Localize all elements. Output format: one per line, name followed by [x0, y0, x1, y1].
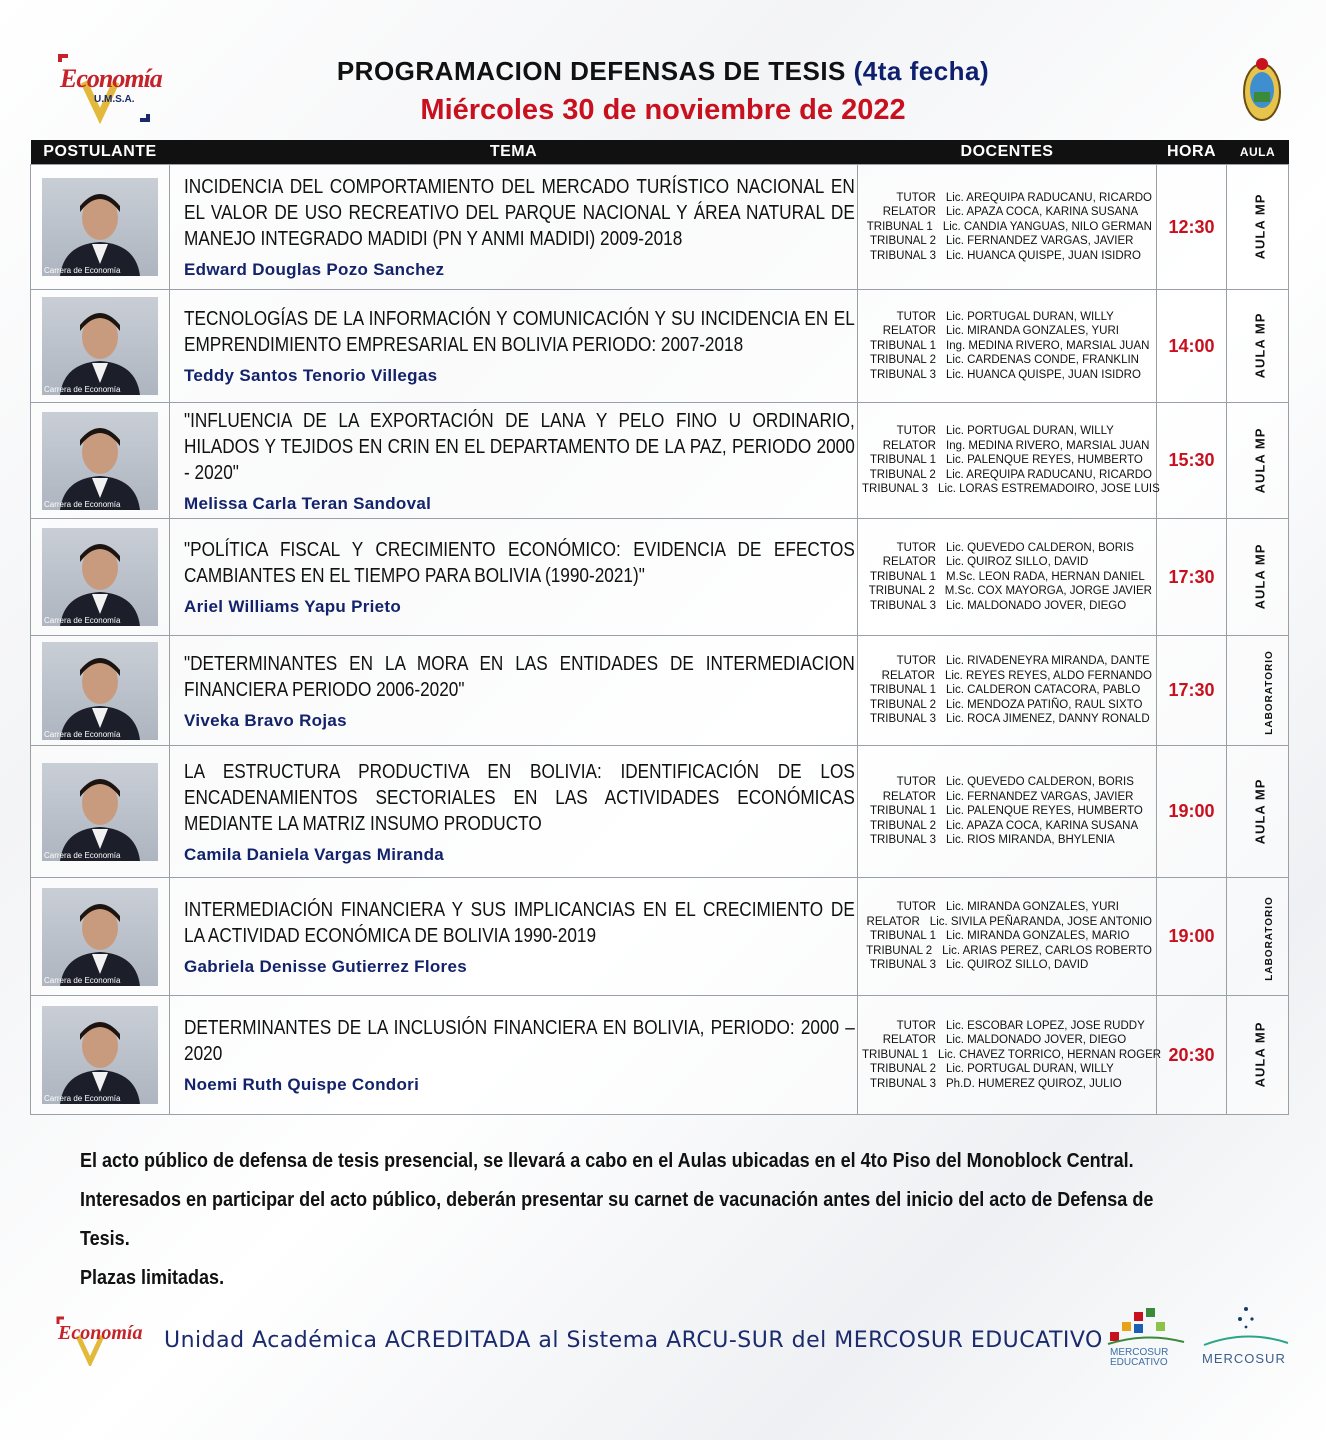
aula-cell [1227, 519, 1289, 636]
docentes-cell [858, 519, 1157, 636]
tema-cell [170, 878, 858, 996]
avatar [42, 1006, 158, 1104]
docente-role: TUTOR [896, 425, 936, 438]
docente-role: TUTOR [896, 191, 936, 204]
docente-role: RELATOR [882, 790, 936, 803]
docente-role: TRIBUNAL 2 [868, 585, 935, 598]
aula-label: LABORATORIO [1263, 649, 1275, 735]
thesis-topic: "POLÍTICA FISCAL Y CRECIMIENTO ECONÓMICO: EVIDENCIA DE EFECTOS CAMBIANTES EN EL TIEMPO PARA BOLIVIA (1990-2021)" [184, 539, 855, 587]
thesis-topic: "DETERMINANTES EN LA MORA EN LAS ENTIDADES DE INTERMEDIACION FINANCIERA PERIODO 2006-2020" [184, 652, 855, 701]
docente-entry [862, 310, 1152, 325]
table-row [31, 636, 1289, 746]
docente-role: TRIBUNAL 1 [869, 570, 936, 583]
mercosur-label: MERCOSUR [1202, 1351, 1286, 1366]
docente-entry [862, 234, 1152, 249]
docente-entry [862, 900, 1152, 915]
docente-role: TUTOR [896, 776, 936, 789]
hora-cell: 15:30 [1157, 403, 1227, 519]
docente-name: Lic. QUIROZ SILLO, DAVID [946, 556, 1089, 569]
postulante-cell [31, 290, 170, 403]
person-photo-icon [42, 528, 158, 626]
aula-cell [1227, 746, 1289, 878]
thesis-topic: TECNOLOGÍAS DE LA INFORMACIÓN Y COMUNICACIÓN Y SU INCIDENCIA EN EL EMPRENDIMIENTO EMPRESARIAL EN BOLIVIA PERIODO: 2007-2018 [184, 308, 855, 356]
avatar [42, 528, 158, 626]
thesis-topic: LA ESTRUCTURA PRODUCTIVA EN BOLIVIA: IDENTIFICACIÓN DE LOS ENCADENAMIENTOS SECTORIALES EN LAS ACTIVIDADES ECONÓMICAS MEDIANTE LA MATRIZ INSUMO PRODUCTO [184, 760, 855, 835]
postulante-name: Gabriela Denisse Gutierrez Flores [184, 956, 467, 976]
postulante-cell [31, 996, 170, 1115]
hora-cell: 14:00 [1157, 290, 1227, 403]
docente-name: Ph.D. HUMEREZ QUIROZ, JULIO [946, 1077, 1122, 1090]
docente-role: TRIBUNAL 2 [866, 944, 933, 957]
docentes-cell [858, 290, 1157, 403]
docente-name: Lic. RIVADENEYRA MIRANDA, DANTE [946, 655, 1150, 668]
docentes-cell [858, 403, 1160, 519]
docente-entry [862, 819, 1152, 834]
avatar [42, 412, 158, 510]
docente-role: RELATOR [882, 1034, 936, 1047]
tema-cell [170, 996, 858, 1115]
docente-entry [862, 339, 1152, 354]
photo-caption: Carrera de Economía [44, 850, 121, 860]
aula-label: AULA MP [1252, 427, 1268, 493]
docente-role: TRIBUNAL 3 [869, 599, 936, 612]
docente-name: Lic. APAZA COCA, KARINA SUSANA [946, 819, 1139, 832]
aula-cell [1227, 636, 1289, 746]
docente-name: Lic. CALDERON CATACORA, PABLO [946, 684, 1141, 697]
postulante-cell [31, 403, 170, 519]
docente-name: Lic. PALENQUE REYES, HUMBERTO [946, 805, 1143, 818]
aula-cell [1227, 878, 1289, 996]
tema-cell [170, 519, 858, 636]
aula-label: AULA MP [1252, 543, 1268, 610]
schedule-table [30, 140, 1289, 1115]
postulante-name: Melissa Carla Teran Sandoval [184, 493, 432, 513]
docente-role: TRIBUNAL 2 [869, 819, 936, 832]
docentes-cell [858, 746, 1157, 878]
docente-name: Lic. PORTUGAL DURAN, WILLY [946, 425, 1114, 438]
docente-role: TRIBUNAL 3 [869, 959, 936, 972]
docente-entry [862, 698, 1152, 713]
person-photo-icon [42, 642, 158, 740]
postulante-name: Teddy Santos Tenorio Villegas [184, 366, 438, 385]
person-photo-icon [42, 888, 158, 986]
table-row [31, 519, 1289, 636]
docente-entry [862, 1077, 1152, 1092]
title-suffix: (4ta fecha) [853, 56, 990, 86]
aula-cell [1227, 165, 1289, 290]
col-header-docentes: DOCENTES [858, 140, 1157, 165]
postulante-name: Ariel Williams Yapu Prieto [184, 597, 402, 616]
docente-entry [862, 775, 1152, 790]
table-row [31, 878, 1289, 996]
docente-name: Lic. ARIAS PEREZ, CARLOS ROBERTO [942, 944, 1152, 957]
hora-cell: 17:30 [1157, 519, 1227, 636]
note-line: El acto público de defensa de tesis presencial, se llevará a cabo en el Aulas ubicadas en el 4to Piso del Monoblock Central. [80, 1150, 1134, 1172]
docente-entry [862, 1062, 1152, 1077]
docente-role: TRIBUNAL 2 [869, 354, 936, 367]
docente-entry [862, 1048, 1162, 1063]
photo-caption: Carrera de Economía [44, 266, 121, 275]
page-title [0, 56, 1326, 87]
docente-entry [862, 570, 1152, 585]
logo-wordmark: Economía [60, 64, 162, 93]
avatar [42, 297, 158, 395]
docentes-cell [858, 165, 1157, 290]
docente-role: RELATOR [882, 206, 936, 219]
avatar [42, 178, 158, 276]
docente-role: TRIBUNAL 3 [869, 834, 936, 847]
postulante-name: Viveka Bravo Rojas [184, 710, 347, 730]
docente-role: TRIBUNAL 2 [869, 1063, 936, 1076]
photo-caption: Carrera de Economía [44, 729, 121, 739]
docente-entry [862, 482, 1160, 497]
docente-name: Ing. MEDINA RIVERO, MARSIAL JUAN [946, 439, 1150, 452]
docente-role: TUTOR [896, 1019, 936, 1032]
thesis-topic: "INFLUENCIA DE LA EXPORTACIÓN DE LANA Y PELO FINO U ORDINARIO, HILADOS Y TEJIDOS EN CRIN EN EL DEPARTAMENTO DE LA PAZ, PERIODO 2000 - 2020" [184, 409, 855, 484]
mercosur-stars-icon [1200, 1305, 1292, 1349]
mercosur-logo [1200, 1305, 1292, 1369]
schedule-body [31, 165, 1289, 1115]
merco-edu-label [1110, 1348, 1168, 1368]
docente-entry [862, 1019, 1152, 1034]
hora-cell: 19:00 [1157, 878, 1227, 996]
docente-entry [862, 929, 1152, 944]
docente-entry [862, 944, 1152, 959]
aula-cell [1227, 403, 1289, 519]
tema-cell [170, 165, 858, 290]
docentes-cell [858, 996, 1162, 1115]
col-header-postulante: POSTULANTE [31, 140, 170, 165]
docente-entry [862, 669, 1152, 684]
docente-name: Lic. CANDIA YANGUAS, NILO GERMAN [942, 220, 1152, 233]
postulante-name: Edward Douglas Pozo Sanchez [184, 260, 445, 279]
docente-name: M.Sc. COX MAYORGA, JORGE JAVIER [944, 585, 1152, 598]
aula-label: AULA MP [1252, 312, 1268, 379]
docente-entry [862, 804, 1152, 819]
tema-cell [170, 290, 858, 403]
docente-role: TRIBUNAL 2 [869, 468, 936, 481]
postulante-cell [31, 636, 170, 746]
photo-caption: Carrera de Economía [44, 616, 121, 625]
docente-name: Lic. AREQUIPA RADUCANU, RICARDO [945, 191, 1152, 204]
docentes-cell [858, 636, 1157, 746]
docente-name: Lic. MIRANDA GONZALES, YURI [946, 325, 1119, 338]
docente-name: Lic. CARDENAS CONDE, FRANKLIN [946, 354, 1139, 367]
docente-entry [862, 324, 1152, 339]
postulante-name: Noemi Ruth Quispe Condori [184, 1075, 420, 1094]
table-row [31, 403, 1289, 519]
docente-name: Lic. SIVILA PEÑARANDA, JOSE ANTONIO [929, 915, 1152, 928]
docente-entry [862, 424, 1152, 439]
aula-label: AULA MP [1252, 193, 1268, 260]
aula-cell [1227, 996, 1289, 1115]
person-photo-icon [42, 412, 158, 510]
logo-subtext: U.M.S.A. [94, 94, 135, 105]
page-subtitle: Miércoles 30 de noviembre de 2022 [420, 94, 906, 126]
docente-entry [862, 833, 1152, 848]
docente-name: Lic. PORTUGAL DURAN, WILLY [946, 1063, 1114, 1076]
aula-label: AULA MP [1252, 778, 1268, 844]
footer-logo-wordmark: Economía [58, 1322, 143, 1344]
table-row [31, 746, 1289, 878]
docente-name: Lic. MIRANDA GONZALES, YURI [946, 901, 1119, 914]
merco-edu-label-2: EDUCATIVO [1110, 1357, 1168, 1368]
docente-entry [862, 368, 1152, 383]
docente-entry [862, 683, 1152, 698]
table-header-row [31, 140, 1289, 165]
docente-entry [862, 439, 1152, 454]
docente-entry [862, 353, 1152, 368]
docente-entry [862, 712, 1152, 727]
docente-role: RELATOR [882, 325, 936, 338]
tema-cell [170, 403, 858, 519]
postulante-cell [31, 878, 170, 996]
person-photo-icon [42, 1006, 158, 1104]
avatar [42, 888, 158, 986]
photo-caption: Carrera de Economía [44, 975, 121, 985]
person-photo-icon [42, 297, 158, 395]
docente-name: Lic. PORTUGAL DURAN, WILLY [946, 310, 1114, 323]
postulante-cell [31, 165, 170, 290]
docente-name: Lic. PALENQUE REYES, HUMBERTO [946, 454, 1143, 467]
docente-role: RELATOR [881, 669, 935, 682]
table-row [31, 165, 1289, 290]
col-header-tema: TEMA [170, 140, 858, 165]
docente-entry [862, 654, 1152, 669]
docente-role: TRIBUNAL 2 [869, 235, 936, 248]
docente-name: Lic. ESCOBAR LOPEZ, JOSE RUDDY [946, 1019, 1145, 1032]
docente-role: TUTOR [896, 541, 936, 554]
postulante-cell [31, 519, 170, 636]
aula-cell [1227, 290, 1289, 403]
table-row [31, 290, 1289, 403]
docente-name: Lic. LORAS ESTREMADOIRO, JOSE LUIS [938, 483, 1160, 496]
postulante-name: Camila Daniela Vargas Miranda [184, 844, 445, 864]
docente-role: TRIBUNAL 3 [869, 713, 936, 726]
docente-name: Lic. HUANCA QUISPE, JUAN ISIDRO [946, 249, 1141, 262]
docente-name: Lic. APAZA COCA, KARINA SUSANA [946, 206, 1139, 219]
docente-entry [862, 790, 1152, 805]
docente-entry [862, 1033, 1152, 1048]
docente-entry [862, 958, 1152, 973]
docente-name: Lic. HUANCA QUISPE, JUAN ISIDRO [946, 368, 1141, 381]
tema-cell [170, 636, 858, 746]
docente-name: Lic. MIRANDA GONZALES, MARIO [946, 930, 1130, 943]
col-header-hora: HORA [1157, 140, 1227, 165]
docente-name: Lic. CHAVEZ TORRICO, HERNAN ROGER [938, 1048, 1162, 1061]
docente-role: TUTOR [896, 901, 936, 914]
thesis-topic: INTERMEDIACIÓN FINANCIERA Y SUS IMPLICANCIAS EN EL CRECIMIENTO DE LA ACTIVIDAD ECONÓMICA DE BOLIVIA 1990-2019 [184, 898, 855, 947]
footer-accreditation-text: Unidad Académica ACREDITADA al Sistema ARCU-SUR del MERCOSUR EDUCATIVO [164, 1328, 1103, 1353]
photo-caption: Carrera de Economía [44, 499, 121, 509]
docente-role: TRIBUNAL 3 [869, 249, 936, 262]
docente-role: RELATOR [866, 915, 920, 928]
docente-name: Lic. ROCA JIMENEZ, DANNY RONALD [946, 713, 1150, 726]
hora-cell: 12:30 [1157, 165, 1227, 290]
docente-name: Lic. QUEVEDO CALDERON, BORIS [946, 541, 1134, 554]
docente-name: Lic. MALDONADO JOVER, DIEGO [946, 599, 1127, 612]
docente-role: TRIBUNAL 1 [866, 220, 933, 233]
docente-entry [862, 220, 1152, 235]
docente-name: Ing. MEDINA RIVERO, MARSIAL JUAN [946, 339, 1150, 352]
docentes-cell [858, 878, 1157, 996]
docente-role: TRIBUNAL 1 [869, 339, 936, 352]
notes-block [80, 1142, 1160, 1298]
docente-name: Lic. FERNANDEZ VARGAS, JAVIER [946, 790, 1134, 803]
docente-role: TRIBUNAL 3 [869, 1077, 936, 1090]
mercosur-educativo-icon [1106, 1308, 1186, 1348]
docente-name: Lic. AREQUIPA RADUCANU, RICARDO [945, 468, 1152, 481]
docente-name: Lic. MENDOZA PATIÑO, RAUL SIXTO [946, 698, 1143, 711]
docente-role: RELATOR [882, 556, 936, 569]
photo-caption: Carrera de Economía [44, 1094, 121, 1103]
mercosur-educativo-logo [1106, 1308, 1186, 1372]
person-photo-icon [42, 763, 158, 861]
docente-entry [862, 249, 1152, 264]
docente-entry [862, 541, 1152, 556]
docente-role: TUTOR [896, 310, 936, 323]
docente-name: Lic. MALDONADO JOVER, DIEGO [946, 1034, 1127, 1047]
thesis-topic: INCIDENCIA DEL COMPORTAMIENTO DEL MERCADO TURÍSTICO NACIONAL EN EL VALOR DE USO RECREATIVO DEL PARQUE NACIONAL Y ÁREA NATURAL DE MANEJO INTEGRADO MADIDI (PN Y ANMI MADIDI) 2009-2018 [184, 176, 855, 250]
docente-role: TRIBUNAL 1 [869, 454, 936, 467]
docente-role: TRIBUNAL 1 [869, 684, 936, 697]
docente-role: TRIBUNAL 1 [862, 1048, 929, 1061]
docente-name: M.Sc. LEON RADA, HERNAN DANIEL [946, 570, 1145, 583]
docente-role: TRIBUNAL 2 [869, 698, 936, 711]
col-header-aula: AULA [1227, 140, 1289, 165]
avatar [42, 763, 158, 861]
tema-cell [170, 746, 858, 878]
merco-edu-label-1: MERCOSUR [1110, 1347, 1169, 1358]
docente-role: TRIBUNAL 3 [869, 368, 936, 381]
docente-entry [862, 191, 1152, 206]
avatar [42, 642, 158, 740]
aula-label: LABORATORIO [1263, 895, 1275, 981]
photo-caption: Carrera de Economía [44, 385, 121, 394]
docente-name: Lic. QUEVEDO CALDERON, BORIS [946, 776, 1134, 789]
footer-economia-logo [56, 1316, 143, 1366]
docente-name: Lic. RIOS MIRANDA, BHYLENIA [946, 834, 1115, 847]
hora-cell: 19:00 [1157, 746, 1227, 878]
note-line: Interesados en participar del acto público, deberán presentar su carnet de vacunación antes del inicio del acto de Defensa de Tesis. [80, 1189, 1154, 1250]
hora-cell: 17:30 [1157, 636, 1227, 746]
hora-cell: 20:30 [1157, 996, 1227, 1115]
docente-role: TUTOR [896, 655, 936, 668]
thesis-topic: DETERMINANTES DE LA INCLUSIÓN FINANCIERA EN BOLIVIA, PERIODO: 2000 – 2020 [184, 1017, 855, 1065]
docente-entry [862, 599, 1152, 614]
docente-name: Lic. REYES REYES, ALDO FERNANDO [944, 669, 1152, 682]
docente-entry [862, 555, 1152, 570]
note-line: Plazas limitadas. [80, 1267, 225, 1289]
docente-role: TRIBUNAL 1 [869, 805, 936, 818]
docente-entry [862, 205, 1152, 220]
title-main: PROGRAMACION DEFENSAS DE TESIS [336, 56, 846, 86]
postulante-cell [31, 746, 170, 878]
docente-name: Lic. QUIROZ SILLO, DAVID [946, 959, 1089, 972]
table-row [31, 996, 1289, 1115]
docente-entry [862, 468, 1152, 483]
docente-role: TRIBUNAL 1 [869, 930, 936, 943]
aula-label: AULA MP [1252, 1021, 1268, 1088]
docente-entry [862, 915, 1152, 930]
docente-entry [862, 584, 1152, 599]
docente-role: TRIBUNAL 3 [862, 483, 929, 496]
docente-name: Lic. FERNANDEZ VARGAS, JAVIER [946, 235, 1134, 248]
docente-role: RELATOR [882, 439, 936, 452]
person-photo-icon [42, 178, 158, 276]
docente-entry [862, 453, 1152, 468]
